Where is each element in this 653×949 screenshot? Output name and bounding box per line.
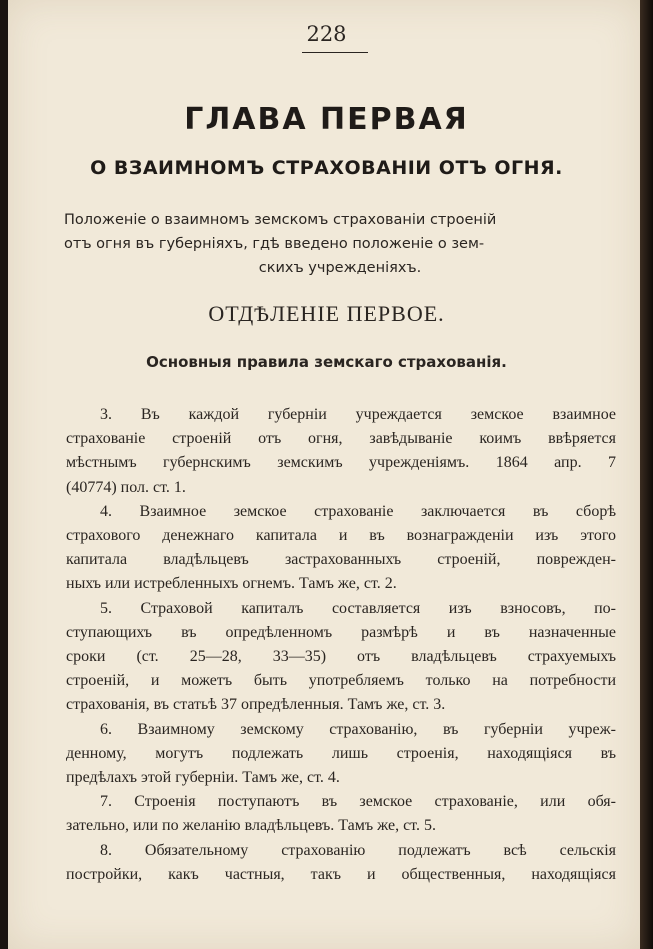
body-line: ныхъ или истребленныхъ огнемъ. Тамъ же, ст. 2. xyxy=(66,575,397,593)
intro-line: Положенiе о взаимномъ земскомъ страхованiи строенiй xyxy=(64,212,497,228)
body-line: 4. Взаимное земское страхованiе заключается въ сборѣ xyxy=(100,502,616,520)
section-title: ОТДѢЛЕНIЕ ПЕРВОЕ. xyxy=(208,301,445,326)
body-line: ступающихъ въ опредѣленномъ размѣрѣ и въ назначенные xyxy=(66,623,616,641)
body-line: страхованiя, въ статьѣ 37 опредѣленныя. Тамъ же, ст. 3. xyxy=(66,696,446,714)
body-line: 3. Въ каждой губернiи учреждается земское взаимное xyxy=(100,406,616,423)
body-line: мѣстнымъ губернскимъ земскимъ учрежденiямъ. 1864 апр. 7 xyxy=(66,454,616,472)
page-edge xyxy=(640,0,653,949)
intro-line: скихъ учрежденiяхъ. xyxy=(258,260,422,276)
chapter-subtitle: О ВЗАИМНОМЪ СТРАХОВАНIИ ОТЪ ОГНЯ. xyxy=(90,157,563,179)
body-line: (40774) пол. ст. 1. xyxy=(66,478,186,496)
body-text xyxy=(66,403,616,887)
body-line: 7. Строенiя поступаютъ въ земское страхованiе, или обя- xyxy=(100,793,616,811)
body-line: страхованiе строенiй отъ огня, завѣдыванiе коимъ ввѣряется xyxy=(66,430,616,448)
body-line: денному, могутъ подлежать лишь строенiя, находящiяся въ xyxy=(66,744,616,762)
intro-paragraph xyxy=(64,208,616,280)
body-line: 5. Страховой капиталъ составляется изъ взносовъ, по- xyxy=(100,599,616,617)
rules-title: Основныя правила земскаго страхованiя. xyxy=(146,353,507,371)
body-line: зательно, или по желанiю владѣльцевъ. Тамъ же, ст. 5. xyxy=(66,817,436,835)
body-line: страхового денежнаго капитала и въ вознагражденiи изъ этого xyxy=(66,527,616,545)
body-line: капитала владѣльцевъ застрахованныхъ строенiй, поврежден- xyxy=(66,551,616,569)
body-line: 6. Взаимному земскому страхованiю, въ губернiи учреж- xyxy=(100,720,616,738)
page-number-rule xyxy=(302,52,368,53)
body-line: строенiй, и можетъ быть употребляемъ только на потребности xyxy=(66,672,616,690)
page-number: 228 xyxy=(306,22,347,46)
body-line: предѣлахъ этой губернiи. Тамъ же, ст. 4. xyxy=(66,769,340,787)
body-line: 8. Обязательному страхованiю подлежатъ всѣ сельскiя xyxy=(100,841,616,859)
body-line: сроки (ст. 25—28, 33—35) отъ владѣльцевъ страхуемыхъ xyxy=(66,648,616,666)
intro-line: отъ огня въ губернiяхъ, гдѣ введено положенiе о зем- xyxy=(64,236,485,252)
body-line: постройки, какъ частныя, такъ и общественныя, находящiяся xyxy=(66,865,616,883)
chapter-title: ГЛАВА ПЕРВАЯ xyxy=(184,102,469,137)
